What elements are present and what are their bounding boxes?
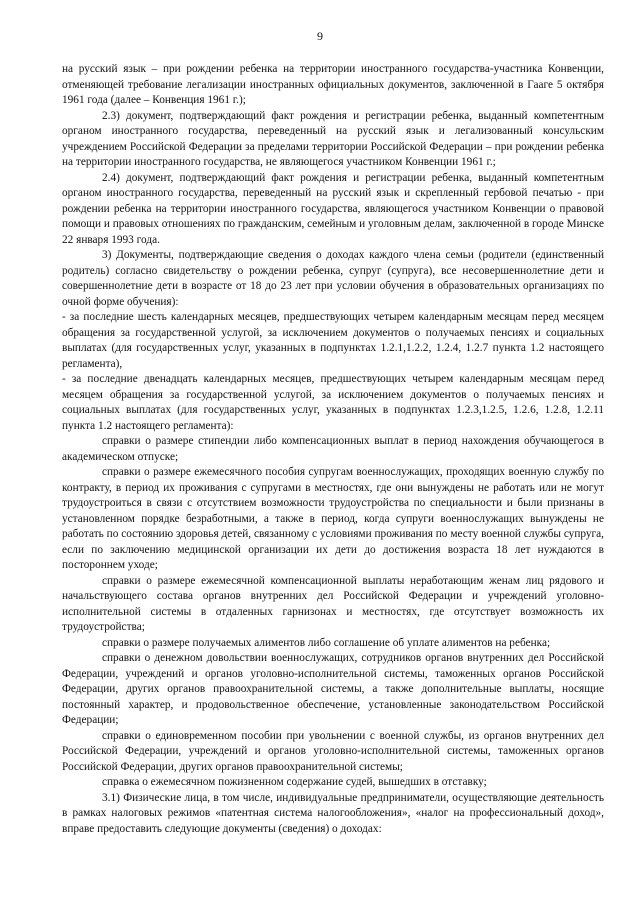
paragraph: справка о ежемесячном пожизненном содержание судей, вышедших в отставку;: [102, 776, 487, 788]
paragraph: справки о единовременном пособии при увольнении с военной службы, из органов внутренних дел Российской Федерации, учреждений и органов уголовно-исполнительной системы, таможенных органов Российской Федерации, других органов правоохранительной системы;: [62, 729, 604, 773]
paragraph: 3.1) Физические лица, в том числе, индивидуальные предприниматели, осуществляющие деятельность в рамках налоговых режимов «патентная система налогообложения», «налог на профессиональный доход», вправе предоставить следующие документы (сведения) о доходах:: [62, 791, 604, 835]
page-number: 9: [317, 29, 323, 43]
document-body: [62, 62, 604, 837]
paragraph: на русский язык – при рождении ребенка на территории иностранного государства-участника Конвенции, отменяющей требование легализации иностранных официальных документов, заключенной в Гааге 5 октября 1961 года (далее – Конвенция 1961 г.);: [62, 63, 604, 106]
paragraph: 3) Документы, подтверждающие сведения о доходах каждого члена семьи (родители (единственный родитель) согласно свидетельству о рождении ребенка, супруг (супруга), все несовершеннолетние дети и совершеннолетние дети в возрасте от 18 до 23 лет при условии обучения в образовательных организациях по очной форме обучения):: [62, 249, 604, 308]
paragraph: 2.3) документ, подтверждающий факт рождения и регистрации ребенка, выданный компетентным органом иностранного государства, переведенный на русский язык и легализованный консульским учреждением Российской Федерации за пределами территории Российской Федерации – при рождении ребенка на территории иностранного государства, не являющегося участником Конвенции 1961 г.;: [62, 109, 604, 168]
paragraph: справки о денежном довольствии военнослужащих, сотрудников органов внутренних дел Российской Федерации, учреждений и органов уголовно-исполнительной системы, таможенных органов Российской Федерации, других органов правоохранительной системы, а также дополнительные выплаты, носящие постоянный характер, и продовольственное обеспечение, установленные законодательством Российской Федерации;: [62, 652, 604, 726]
paragraph: справки о размере ежемесячного пособия супругам военнослужащих, проходящих военную службу по контракту, в период их проживания с супругами в местностях, где они вынуждены не работать или не могут трудоустроиться в связи с отсутствием возможности трудоустройства по специальности и были признаны в установленном порядке безработными, а также в период, когда супруги военнослужащих вынуждены не работать по состоянию здоровья детей, связанному с условиями проживания по месту военной службы супруга, если по заключению медицинской организации их дети до достижения возраста 18 лет нуждаются в постороннем уходе;: [62, 466, 604, 571]
paragraph: справки о размере стипендии либо компенсационных выплат в период нахождения обучающегося в академическом отпуске;: [62, 435, 604, 463]
paragraph: 2.4) документ, подтверждающий факт рождения и регистрации ребенка, выданный компетентным органом иностранного государства, переведенный на русский язык и скрепленный гербовой печатью - при рождении ребенка на территории иностранного государства, являющегося участником Конвенции о правовой помощи и правовых отношениях по гражданским, семейным и уголовным делам, заключенной в городе Минске 22 января 1993 года.: [62, 171, 604, 246]
paragraph: справки о размере получаемых алиментов либо соглашение об уплате алиментов на ребенка;: [102, 636, 551, 649]
paragraph: справки о размере ежемесячной компенсационной выплаты неработающим женам лиц рядового и начальствующего состава органов внутренних дел Российской Федерации и учреждений уголовно-исполнительной системы в отдаленных гарнизонах и местностях, где отсутствует возможность их трудоустройства;: [62, 574, 604, 633]
list-item: - за последние шесть календарных месяцев, предшествующих четырем календарным месяцам перед месяцем обращения за государственной услугой, за исключением документов о получаемых пенсиях и социальных выплатах (для государственных услуг, указанных в подпунктах 1.2.1,1.2.2, 1.2.4, 1.2.7 пункта 1.2 настоящего регламента),: [62, 311, 604, 370]
list-item: - за последние двенадцать календарных месяцев, предшествующих четырем календарным месяцам перед месяцем обращения за государственной услугой, за исключением документов о получаемых пенсиях и социальных выплатах (для государственных услуг, указанных в подпунктах 1.2.3,1.2.5, 1.2.6, 1.2.8, 1.2.11 пункта 1.2 настоящего регламента):: [62, 373, 604, 432]
